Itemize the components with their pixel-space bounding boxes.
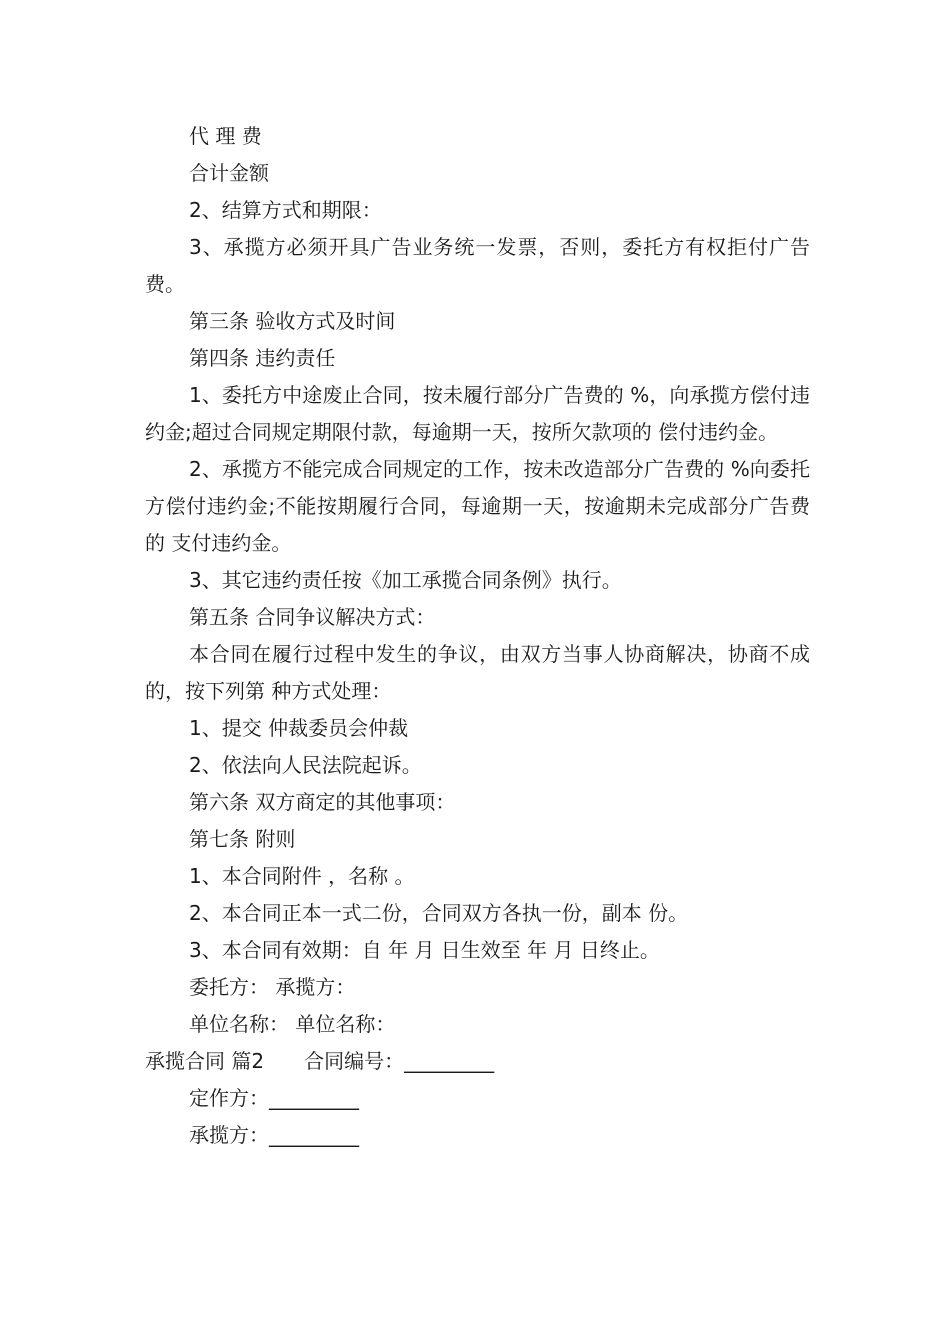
paragraph: 合计金额 bbox=[189, 161, 269, 185]
party-line: 定作方：_________ bbox=[189, 1086, 359, 1110]
document-body bbox=[145, 118, 810, 1154]
paragraph: 本合同在履行过程中发生的争议，由双方当事人协商解决，协商不成的，按下列第 种方式处理： bbox=[145, 642, 810, 703]
paragraph: 3、本合同有效期：自 年 月 日生效至 年 月 日终止。 bbox=[189, 938, 660, 962]
signature-line: 单位名称： 单位名称： bbox=[189, 1012, 396, 1036]
paragraph: 代 理 费 bbox=[189, 124, 262, 148]
contract-title-line: 承揽合同 篇2 合同编号：_________ bbox=[145, 1049, 495, 1073]
section-heading: 第七条 附则 bbox=[189, 827, 296, 851]
paragraph: 3、其它违约责任按《加工承揽合同条例》执行。 bbox=[189, 568, 622, 592]
section-heading: 第四条 违约责任 bbox=[189, 346, 336, 370]
paragraph: 1、本合同附件 ，名称 。 bbox=[189, 864, 415, 888]
section-heading: 第五条 合同争议解决方式： bbox=[189, 605, 436, 629]
party-line: 承揽方：_________ bbox=[189, 1123, 359, 1147]
paragraph: 2、本合同正本一式二份，合同双方各执一份，副本 份。 bbox=[189, 901, 689, 925]
paragraph: 2、依法向人民法院起诉。 bbox=[189, 753, 422, 777]
section-heading: 第三条 验收方式及时间 bbox=[189, 309, 396, 333]
paragraph: 3、承揽方必须开具广告业务统一发票，否则，委托方有权拒付广告费。 bbox=[145, 235, 810, 296]
paragraph: 2、承揽方不能完成合同规定的工作，按未改造部分广告费的 %向委托方偿付违约金;不能按期履行合同，每逾期一天，按逾期未完成部分广告费的 支付违约金。 bbox=[145, 457, 810, 555]
paragraph: 1、委托方中途废止合同，按未履行部分广告费的 %，向承揽方偿付违约金;超过合同规定期限付款，每逾期一天，按所欠款项的 偿付违约金。 bbox=[145, 383, 810, 444]
section-heading: 第六条 双方商定的其他事项： bbox=[189, 790, 456, 814]
signature-line: 委托方： 承揽方： bbox=[189, 975, 356, 999]
paragraph: 1、提交 仲裁委员会仲裁 bbox=[189, 716, 409, 740]
paragraph: 2、结算方式和期限： bbox=[189, 198, 382, 222]
